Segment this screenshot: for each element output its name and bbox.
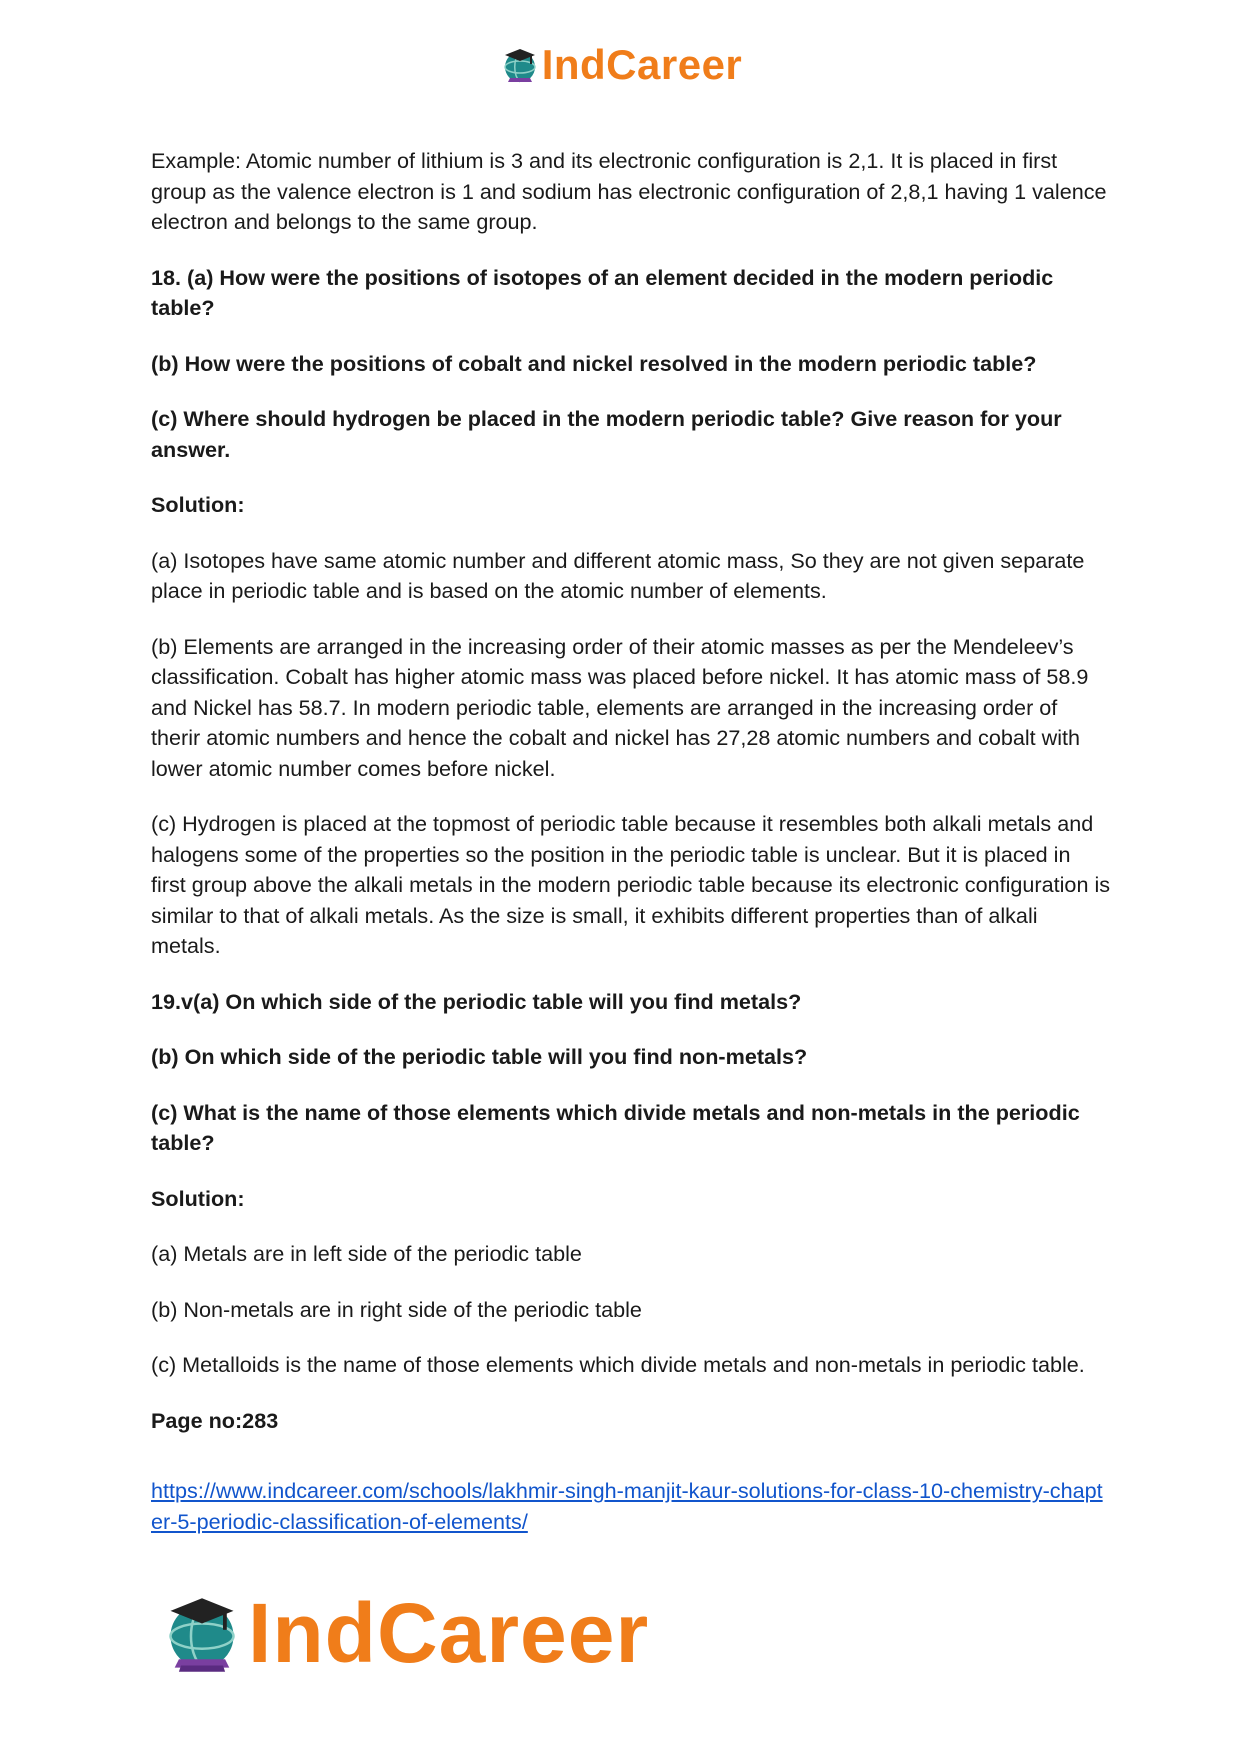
logo-text: IndCareer <box>541 41 743 88</box>
question-19b: (b) On which side of the periodic table will you find non-metals? <box>151 1044 808 1069</box>
solution-label-2: Solution: <box>151 1185 245 1211</box>
answer-18c: (c) Hydrogen is placed at the topmost of periodic table because it resembles both alkali metals and halogens some of the properties so the position in the periodic table is unclear. But it is placed in first group above the alkali metals in the modern periodic table because its electronic configuration is similar to that of alkali metals. As the size is small, it exhibits different properties than of alkali metals. <box>151 811 1111 958</box>
answer-19c: (c) Metalloids is the name of those elements which divide metals and non-metals in periodic table. <box>151 1352 1085 1377</box>
graduation-cap-globe-icon <box>500 45 540 85</box>
question-19c: (c) What is the name of those elements which divide metals and non-metals in the periodic table? <box>151 1099 1080 1155</box>
question-18a: 18. (a) How were the positions of isotopes of an element decided in the modern periodic table? <box>151 264 1054 320</box>
header-logo <box>0 40 1242 90</box>
source-link-paragraph <box>151 1476 1111 1537</box>
logo-wrap <box>500 41 743 89</box>
source-link[interactable]: https://www.indcareer.com/schools/lakhmir-singh-manjit-kaur-solutions-for-class-10-chemistry-chapter-5-periodic-classification-of-elements/ <box>151 1478 1103 1534</box>
answer-18a: (a) Isotopes have same atomic number and different atomic mass, So they are not given separate place in periodic table and is based on the atomic number of elements. <box>151 547 1085 603</box>
question-19a: 19.v(a) On which side of the periodic table will you find metals? <box>151 988 802 1014</box>
document-body <box>151 146 1111 1562</box>
graduation-cap-globe-books-icon <box>160 1592 244 1676</box>
answer-18b: (b) Elements are arranged in the increasing order of their atomic masses as per the Mendeleev’s classification. Cobalt has higher atomic mass was placed before nickel. It has atomic mass of 58.9 and Nickel has 58.7. In modern periodic table, elements are arranged in the increasing order of therir atomic numbers and hence the cobalt and nickel has 27,28 atomic numbers and cobalt with lower atomic number comes before nickel. <box>151 633 1089 781</box>
question-18b: (b) How were the positions of cobalt and nickel resolved in the modern periodic table? <box>151 350 1037 376</box>
answer-19b: (b) Non-metals are in right side of the periodic table <box>151 1296 642 1322</box>
page-number: Page no:283 <box>151 1407 279 1433</box>
footer-logo-text: IndCareer <box>248 1586 650 1680</box>
answer-19a: (a) Metals are in left side of the periodic table <box>151 1241 582 1266</box>
solution-label-1: Solution: <box>151 492 245 517</box>
footer-logo <box>160 1585 649 1682</box>
example-paragraph: Example: Atomic number of lithium is 3 and its electronic configuration is 2,1. It is placed in first group as the valence electron is 1 and sodium has electronic configuration of 2,8,1 having 1 valence electron and belongs to the same group. <box>151 148 1107 234</box>
question-18c: (c) Where should hydrogen be placed in the modern periodic table? Give reason for your answer. <box>151 406 1062 462</box>
